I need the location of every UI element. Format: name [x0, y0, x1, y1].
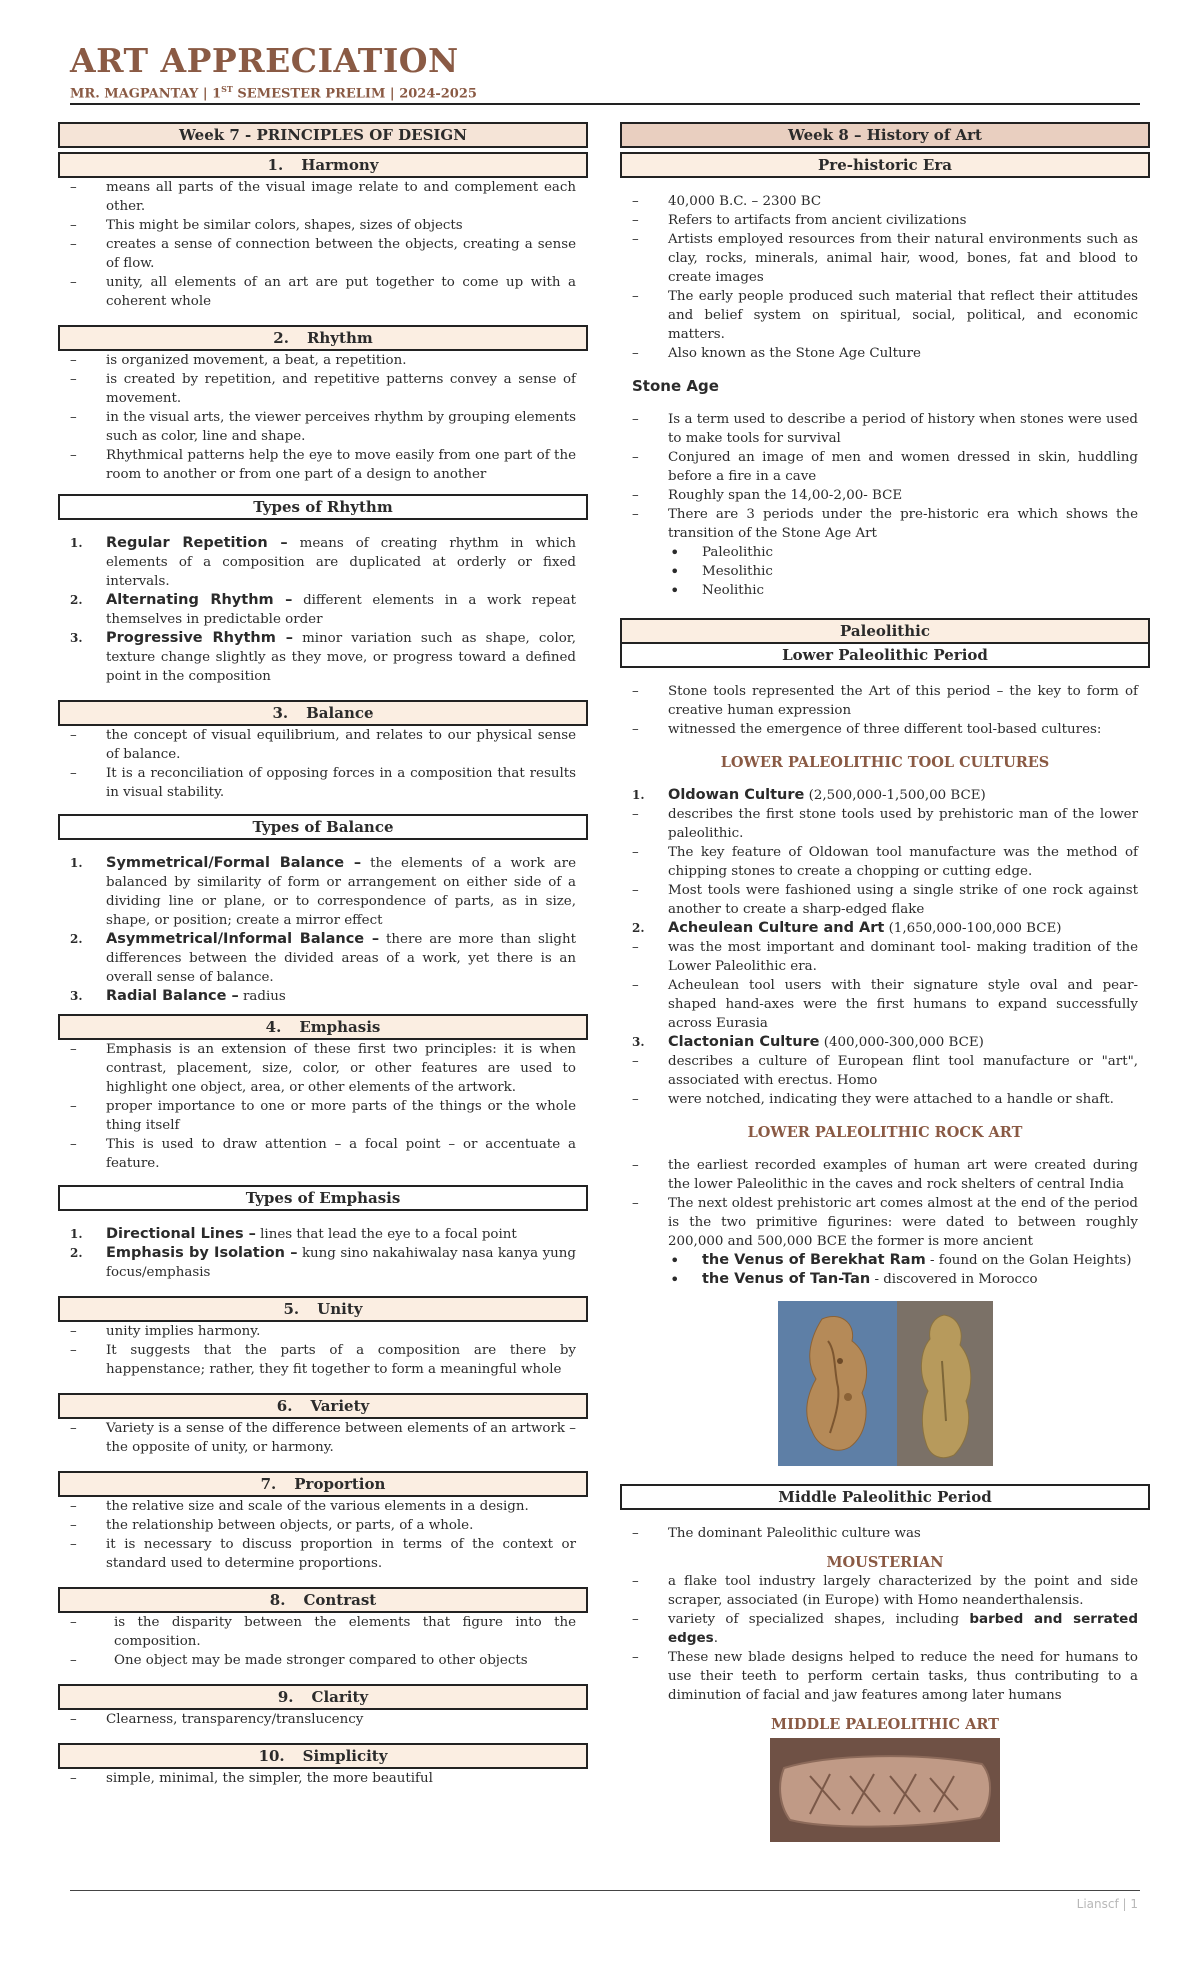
page-header — [70, 40, 1140, 101]
list-item: – the relative size and scale of the various elements in a design. — [58, 1497, 588, 1516]
harmony-list — [58, 178, 588, 311]
types-of-rhythm-list — [58, 534, 588, 686]
list-item: – These new blade designs helped to reduce the need for humans to use their teeth to perform certain tasks, thus contributing to a diminution of facial and jaw features among later humans — [620, 1648, 1150, 1705]
list-item: – is the disparity between the elements that figure into the composition. — [58, 1613, 588, 1651]
rock-art-heading: LOWER PALEOLITHIC ROCK ART — [747, 1124, 1023, 1141]
prehistoric-heading: Pre-historic Era — [620, 152, 1150, 178]
simplicity-list — [58, 1769, 588, 1788]
week7-title: Week 7 - PRINCIPLES OF DESIGN — [58, 122, 588, 148]
list-item: – Roughly span the 14,00-2,00- BCE — [620, 486, 1150, 505]
list-item: 2. Asymmetrical/Informal Balance – there are more than slight differences between the divided areas of a work, yet there is an overall sense of balance. — [70, 931, 577, 985]
list-item: – a flake tool industry largely characterized by the point and side scraper, associated (in Europe) with Homo neanderthalensis. — [620, 1572, 1150, 1610]
footer-page-number: Lianscf | 1 — [1076, 1897, 1138, 1911]
list-item: – witnessed the emergence of three different tool-based cultures: — [620, 720, 1150, 739]
list-item: – describes a culture of European flint tool manufacture or "art", associated with erectus. Homo — [620, 1052, 1150, 1090]
list-item: – was the most important and dominant tool- making tradition of the Lower Paleolithic era. — [620, 938, 1150, 976]
types-of-rhythm-heading: Types of Rhythm — [58, 494, 588, 520]
simplicity-heading: 10. Simplicity — [58, 1743, 588, 1769]
list-item: 3. Clactonian Culture (400,000-300,000 BCE) — [632, 1034, 984, 1050]
contrast-heading: 8. Contrast — [58, 1587, 588, 1613]
list-item: – were notched, indicating they were attached to a handle or shaft. — [620, 1090, 1150, 1109]
list-item: 3. Progressive Rhythm – minor variation such as shape, color, texture change slightly as they move, or progress toward a defined point in the composition — [70, 630, 576, 684]
list-item: – The key feature of Oldowan tool manufacture was the method of chipping stones to create a chopping or cutting edge. — [620, 843, 1150, 881]
list-item: 1. Oldowan Culture (2,500,000-1,500,00 BCE) — [632, 787, 986, 803]
emphasis-heading: 4. Emphasis — [58, 1014, 588, 1040]
list-item: – simple, minimal, the simpler, the more beautiful — [58, 1769, 588, 1788]
list-item: – This might be similar colors, shapes, sizes of objects — [58, 216, 588, 235]
engraved-stone-image — [770, 1738, 1000, 1842]
list-item: – the earliest recorded examples of human art were created during the lower Paleolithic in the caves and rock shelters of central India — [620, 1156, 1150, 1194]
list-item: – 40,000 B.C. – 2300 BC — [620, 192, 1150, 211]
stone-age-heading: Stone Age — [632, 377, 719, 395]
clarity-heading: 9. Clarity — [58, 1684, 588, 1710]
list-item: • the Venus of Berekhat Ram - found on the Golan Heights) — [620, 1251, 1150, 1270]
prehistoric-list — [620, 192, 1150, 363]
right-column — [620, 122, 1150, 1842]
list-item: 2. Emphasis by Isolation – kung sino nakahiwalay nasa kanya yung focus/emphasis — [70, 1245, 576, 1280]
list-item: • Neolithic — [620, 581, 1150, 600]
acheulean-entry — [620, 919, 1150, 938]
list-item: • Paleolithic — [620, 543, 1150, 562]
list-item: – Artists employed resources from their natural environments such as clay, rocks, minerals, animal hair, wood, bones, fat and blood to create images — [620, 230, 1150, 287]
harmony-heading: 1. Harmony — [58, 152, 588, 178]
variety-heading: 6. Variety — [58, 1393, 588, 1419]
acheulean-list — [620, 938, 1150, 1033]
list-item: – Stone tools represented the Art of this period – the key to form of creative human expression — [620, 682, 1150, 720]
unity-heading: 5. Unity — [58, 1296, 588, 1322]
paleolithic-list — [620, 682, 1150, 739]
list-item: – The next oldest prehistoric art comes almost at the end of the period is the two primitive figurines: were dated to between roughly 200,000 and 500,000 BCE the former is more ancient — [620, 1194, 1150, 1251]
list-item: • the Venus of Tan-Tan - discovered in Morocco — [620, 1270, 1150, 1289]
balance-list — [58, 726, 588, 802]
oldowan-list — [620, 805, 1150, 919]
clactonian-entry — [620, 1033, 1150, 1052]
clarity-list — [58, 1710, 588, 1729]
list-item: 1. Regular Repetition – means of creating rhythm in which elements of a composition are duplicated at orderly or fixed intervals. — [70, 535, 576, 589]
list-item: – Is a term used to describe a period of history when stones were used to make tools for survival — [620, 410, 1150, 448]
list-item: – creates a sense of connection between the objects, creating a sense of flow. — [58, 235, 588, 273]
list-item: – This is used to draw attention – a focal point – or accentuate a feature. — [58, 1135, 588, 1173]
list-item: 1. Symmetrical/Formal Balance – the elements of a work are balanced by similarity of form or arrangement on either side of a dividing line or plane, or to correspondence of parts, as in size, shape, or position; create a mirror effect — [70, 855, 576, 928]
balance-heading: 3. Balance — [58, 700, 588, 726]
mousterian-list — [620, 1572, 1150, 1705]
rhythm-list — [58, 351, 588, 484]
mousterian-heading: MOUSTERIAN — [826, 1554, 944, 1571]
middle-art-heading: MIDDLE PALEOLITHIC ART — [771, 1716, 999, 1733]
list-item: – There are 3 periods under the pre-historic era which shows the transition of the Stone Age Art — [620, 505, 1150, 543]
list-item: 2. Acheulean Culture and Art (1,650,000-100,000 BCE) — [632, 920, 1062, 936]
list-item: – is created by repetition, and repetitive patterns convey a sense of movement. — [58, 370, 588, 408]
list-item: – Clearness, transparency/translucency — [58, 1710, 588, 1729]
rock-art-list — [620, 1156, 1150, 1251]
footer-rule — [70, 1890, 1140, 1891]
tool-cultures-heading: LOWER PALEOLITHIC TOOL CULTURES — [720, 754, 1050, 771]
list-item: – the concept of visual equilibrium, and relates to our physical sense of balance. — [58, 726, 588, 764]
list-item: 3. Radial Balance – radius — [70, 988, 286, 1004]
list-item: – Most tools were fashioned using a single strike of one rock against another to create a sharp-edged flake — [620, 881, 1150, 919]
venus-list — [620, 1251, 1150, 1289]
middle-intro-list — [620, 1524, 1150, 1543]
list-item: – It is a reconciliation of opposing forces in a composition that results in visual stability. — [58, 764, 588, 802]
middle-paleolithic-heading: Middle Paleolithic Period — [620, 1484, 1150, 1510]
list-item: – Also known as the Stone Age Culture — [620, 344, 1150, 363]
stone-age-periods — [620, 543, 1150, 600]
list-item: 2. Alternating Rhythm – different elements in a work repeat themselves in predictable order — [70, 592, 576, 627]
list-item: – the relationship between objects, or parts, of a whole. — [58, 1516, 588, 1535]
list-item: – in the visual arts, the viewer perceives rhythm by grouping elements such as color, line and shape. — [58, 408, 588, 446]
list-item: – Refers to artifacts from ancient civilizations — [620, 211, 1150, 230]
list-item: – describes the first stone tools used by prehistoric man of the lower paleolithic. — [620, 805, 1150, 843]
list-item: – The dominant Paleolithic culture was — [620, 1524, 1150, 1543]
lower-paleolithic-heading: Lower Paleolithic Period — [620, 644, 1150, 668]
list-item: – Conjured an image of men and women dressed in skin, huddling before a fire in a cave — [620, 448, 1150, 486]
list-item: – unity implies harmony. — [58, 1322, 588, 1341]
types-of-balance-list — [58, 854, 588, 1006]
types-of-balance-heading: Types of Balance — [58, 814, 588, 840]
list-item: – Variety is a sense of the difference between elements of an artwork – the opposite of unity, or harmony. — [58, 1419, 588, 1457]
list-item: – The early people produced such material that reflect their attitudes and belief system on spiritual, social, political, and economic matters. — [620, 287, 1150, 344]
list-item: – is organized movement, a beat, a repetition. — [58, 351, 588, 370]
unity-list — [58, 1322, 588, 1379]
page-subtitle: MR. MAGPANTAY | 1ST SEMESTER PRELIM | 2024-2025 — [70, 84, 477, 102]
list-item: – unity, all elements of an art are put together to come up with a coherent whole — [58, 273, 588, 311]
emphasis-list — [58, 1040, 588, 1173]
proportion-heading: 7. Proportion — [58, 1471, 588, 1497]
header-rule — [70, 103, 1140, 105]
venus-figurines-image — [778, 1301, 993, 1466]
list-item: – means all parts of the visual image relate to and complement each other. — [58, 178, 588, 216]
list-item: – Acheulean tool users with their signature style oval and pear- shaped hand-axes were the first humans to expand successfully across Eurasia — [620, 976, 1150, 1033]
list-item: – variety of specialized shapes, including barbed and serrated edges. — [620, 1610, 1150, 1648]
list-item: – Emphasis is an extension of these first two principles: it is when contrast, placement, size, color, or other features are used to highlight one object, area, or other elements of the artwork. — [58, 1040, 588, 1097]
oldowan-entry — [620, 786, 1150, 805]
contrast-list — [58, 1613, 588, 1670]
list-item: – Rhythmical patterns help the eye to move easily from one part of the room to another or from one part of a design to another — [58, 446, 588, 484]
variety-list — [58, 1419, 588, 1457]
clactonian-list — [620, 1052, 1150, 1109]
types-of-emphasis-heading: Types of Emphasis — [58, 1185, 588, 1211]
paleolithic-heading: Paleolithic — [620, 618, 1150, 644]
list-item: • Mesolithic — [620, 562, 1150, 581]
page-title: ART APPRECIATION — [70, 41, 459, 80]
list-item: – it is necessary to discuss proportion in terms of the context or standard used to determine proportions. — [58, 1535, 588, 1573]
types-of-emphasis-list — [58, 1225, 588, 1282]
proportion-list — [58, 1497, 588, 1573]
stone-age-list — [620, 410, 1150, 543]
week8-title: Week 8 – History of Art — [620, 122, 1150, 148]
rhythm-heading: 2. Rhythm — [58, 325, 588, 351]
list-item: 1. Directional Lines – lines that lead the eye to a focal point — [70, 1226, 517, 1242]
list-item: – It suggests that the parts of a composition are there by happenstance; rather, they fit together to form a meaningful whole — [58, 1341, 588, 1379]
list-item: – proper importance to one or more parts of the things or the whole thing itself — [58, 1097, 588, 1135]
list-item: – One object may be made stronger compared to other objects — [58, 1651, 588, 1670]
left-column — [58, 122, 588, 1788]
